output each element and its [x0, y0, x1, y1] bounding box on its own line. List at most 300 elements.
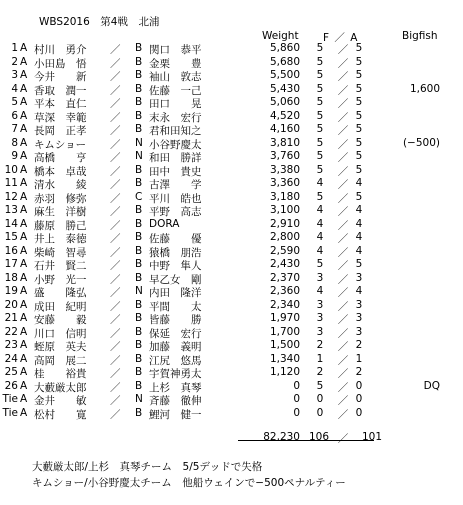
alive-count-cell: 0 [355, 406, 363, 419]
angler-a-name: 安藤 毅 [34, 314, 87, 326]
fish-count-cell: 4 [316, 217, 324, 230]
fa-separator: ／ [337, 354, 349, 367]
rank-cell: 22 [4, 325, 18, 338]
angler-b-name: 金栗 豊 [149, 57, 202, 70]
rank-cell: 20 [4, 298, 18, 311]
table-row [0, 245, 463, 258]
header-bigfish: Bigfish [402, 30, 438, 42]
angler-a-name: 盛 隆弘 [34, 287, 87, 299]
rank-cell: Tie [2, 406, 18, 419]
name-separator: ／ [110, 354, 121, 367]
alive-count-cell: 5 [355, 150, 363, 162]
table-row [0, 339, 463, 352]
team-b-label: B [135, 42, 143, 54]
team-b-label: B [135, 109, 143, 122]
rank-cell: 8 [11, 136, 18, 149]
fa-separator: ／ [337, 84, 349, 97]
team-b-label: B [135, 204, 143, 216]
alive-count-cell: 2 [355, 339, 363, 351]
fa-separator: ／ [337, 381, 349, 394]
team-b-label: B [135, 352, 143, 365]
fa-separator: ／ [337, 192, 349, 205]
fa-separator: ／ [337, 165, 349, 178]
angler-a-name: 橋本 卓哉 [34, 165, 87, 178]
team-a-label: A [20, 406, 28, 419]
fa-separator: ／ [337, 395, 349, 407]
table-row [0, 177, 463, 190]
fish-count-cell: 5 [316, 42, 324, 54]
rank-cell: 25 [4, 366, 18, 378]
fa-separator: ／ [337, 111, 349, 124]
angler-a-name: 松村 寛 [34, 408, 87, 421]
angler-a-name: 草深 幸範 [34, 111, 87, 124]
alive-count-cell: 5 [355, 55, 363, 68]
header-weight: Weight [262, 30, 299, 42]
angler-b-name: 小谷野慶太 [149, 138, 202, 151]
note-line-2: キムショー/小谷野慶太チーム 他船ウェインで−500ペナルティー [32, 477, 346, 489]
angler-b-name: 宇賀神勇太 [149, 368, 202, 380]
rank-cell: 3 [11, 69, 18, 81]
alive-count-cell: 0 [355, 379, 363, 392]
rank-cell: Tie [2, 393, 18, 405]
angler-b-name: 関口 恭平 [149, 44, 202, 56]
table-row [0, 56, 463, 69]
weight-cell: 1,700 [269, 325, 300, 338]
team-a-label: A [20, 55, 28, 68]
table-row [0, 258, 463, 271]
angler-a-name: 小田島 悟 [34, 57, 87, 70]
angler-a-name: 清水 綾 [34, 179, 87, 191]
angler-b-name: 平川 皓也 [149, 192, 202, 205]
name-separator: ／ [110, 368, 121, 380]
team-a-label: A [20, 366, 28, 378]
weight-cell: 2,360 [269, 285, 300, 297]
alive-count-cell: 5 [355, 109, 363, 122]
alive-count-cell: 5 [355, 82, 363, 95]
team-a-label: A [20, 312, 28, 324]
weight-cell: 5,430 [269, 82, 300, 95]
table-row [0, 218, 463, 231]
table-row [0, 164, 463, 177]
rank-cell: 10 [4, 163, 18, 176]
weight-cell: 0 [293, 379, 300, 392]
name-separator: ／ [110, 125, 121, 137]
fish-count-cell: 2 [316, 366, 324, 378]
name-separator: ／ [110, 381, 121, 394]
team-a-label: A [20, 244, 28, 257]
fa-separator: ／ [337, 327, 349, 340]
angler-b-name: 田口 晃 [149, 98, 202, 110]
team-a-label: A [20, 190, 28, 203]
angler-a-name: 藤原 勝己 [34, 219, 87, 232]
angler-a-name: 柴崎 智尋 [34, 246, 87, 259]
angler-b-name: 佐藤 一己 [149, 84, 202, 97]
alive-count-cell: 5 [355, 96, 363, 108]
note-line-1: 大藪厳太郎/上杉 真琴チーム 5/5デッドで失格 [32, 461, 263, 473]
weight-cell: 2,800 [269, 231, 300, 243]
weight-cell: 2,590 [269, 244, 300, 257]
team-a-label: A [20, 352, 28, 365]
name-separator: ／ [110, 327, 121, 340]
name-separator: ／ [110, 260, 121, 272]
rank-cell: 6 [11, 109, 18, 122]
table-row [0, 326, 463, 339]
name-separator: ／ [110, 44, 121, 56]
fish-count-cell: 3 [316, 312, 324, 324]
name-separator: ／ [110, 71, 121, 83]
team-b-label: B [135, 217, 143, 230]
fa-separator: ／ [337, 71, 349, 83]
rank-cell: 19 [4, 285, 18, 297]
fish-count-cell: 3 [316, 271, 324, 284]
fa-separator: ／ [337, 408, 349, 421]
fish-count-cell: 5 [316, 379, 324, 392]
alive-count-cell: 3 [355, 298, 363, 311]
team-a-label: A [20, 379, 28, 392]
total-weight: 82,230 [263, 431, 300, 443]
rank-cell: 9 [11, 150, 18, 162]
team-a-label: A [20, 82, 28, 95]
team-a-label: A [20, 69, 28, 81]
angler-a-name: 蛭原 英夫 [34, 341, 87, 353]
angler-b-name: 早乙女 剛 [149, 273, 202, 286]
fish-count-cell: 5 [316, 55, 324, 68]
table-row [0, 380, 463, 393]
header-fa: F ／ A [323, 32, 359, 44]
weight-cell: 5,500 [269, 69, 300, 81]
team-a-label: A [20, 204, 28, 216]
rank-cell: 26 [4, 379, 18, 392]
angler-a-name: キムショー [34, 138, 87, 151]
name-separator: ／ [110, 152, 121, 164]
angler-a-name: 平本 直仁 [34, 98, 87, 110]
name-separator: ／ [110, 341, 121, 353]
fish-count-cell: 5 [316, 136, 324, 149]
angler-a-name: 小野 光一 [34, 273, 87, 286]
table-row [0, 83, 463, 96]
rank-cell: 16 [4, 244, 18, 257]
weight-cell: 1,970 [269, 312, 300, 324]
table-row [0, 123, 463, 136]
fa-separator: ／ [337, 138, 349, 151]
fa-separator: ／ [337, 260, 349, 272]
team-b-label: B [135, 379, 143, 392]
weight-cell: 4,520 [269, 109, 300, 122]
alive-count-cell: 4 [355, 244, 363, 257]
team-a-label: A [20, 325, 28, 338]
fa-separator: ／ [337, 287, 349, 299]
angler-b-name: 江尻 悠馬 [149, 354, 202, 367]
bigfish-cell: DQ [423, 379, 440, 392]
name-separator: ／ [110, 179, 121, 191]
rank-cell: 23 [4, 339, 18, 351]
angler-b-name: 君和田知之 [149, 125, 202, 137]
team-b-label: N [135, 150, 143, 162]
table-row [0, 285, 463, 298]
table-row [0, 150, 463, 163]
fa-separator: ／ [337, 152, 349, 164]
table-row [0, 69, 463, 82]
rank-cell: 7 [11, 123, 18, 135]
angler-b-name: 加藤 義明 [149, 341, 202, 353]
rank-cell: 12 [4, 190, 18, 203]
angler-b-name: 田中 貴史 [149, 165, 202, 178]
fa-separator: ／ [337, 314, 349, 326]
table-row [0, 353, 463, 366]
table-row [0, 407, 463, 420]
rank-cell: 18 [4, 271, 18, 284]
fa-separator: ／ [337, 44, 349, 56]
fa-separator: ／ [337, 125, 349, 137]
alive-count-cell: 5 [355, 42, 363, 54]
fish-count-cell: 5 [316, 258, 324, 270]
alive-count-cell: 4 [355, 217, 363, 230]
table-row [0, 137, 463, 150]
angler-a-name: 今井 新 [34, 71, 87, 83]
angler-b-name: 袖山 敦志 [149, 71, 202, 83]
total-f: 106 [308, 431, 330, 443]
angler-a-name: 成田 紀明 [34, 300, 87, 313]
angler-a-name: 高橋 亨 [34, 152, 87, 164]
name-separator: ／ [110, 206, 121, 218]
name-separator: ／ [110, 300, 121, 313]
angler-b-name: 平野 高志 [149, 206, 202, 218]
team-b-label: B [135, 244, 143, 257]
angler-a-name: 井上 泰徳 [34, 233, 87, 245]
team-b-label: B [135, 123, 143, 135]
fa-separator: ／ [337, 233, 349, 245]
team-b-label: C [135, 190, 143, 203]
angler-a-name: 村川 勇介 [34, 44, 87, 56]
team-a-label: A [20, 136, 28, 149]
weight-cell: 3,180 [269, 190, 300, 203]
team-b-label: B [135, 366, 143, 378]
name-separator: ／ [110, 165, 121, 178]
angler-a-name: 長岡 正孝 [34, 125, 87, 137]
angler-a-name: 石井 賢二 [34, 260, 87, 272]
fish-count-cell: 5 [316, 82, 324, 95]
name-separator: ／ [110, 395, 121, 407]
angler-b-name: 上杉 真琴 [149, 381, 202, 394]
team-b-label: B [135, 163, 143, 176]
name-separator: ／ [110, 57, 121, 70]
team-a-label: A [20, 150, 28, 162]
table-row [0, 366, 463, 379]
weight-cell: 2,910 [269, 217, 300, 230]
table-row [0, 272, 463, 285]
weight-cell: 1,120 [269, 366, 300, 378]
fish-count-cell: 0 [316, 406, 324, 419]
fa-separator: ／ [337, 98, 349, 110]
alive-count-cell: 4 [355, 231, 363, 243]
fa-separator: ／ [337, 368, 349, 380]
fish-count-cell: 3 [316, 298, 324, 311]
table-row [0, 231, 463, 244]
team-b-label: B [135, 406, 143, 419]
fish-count-cell: 4 [316, 285, 324, 297]
weight-cell: 3,380 [269, 163, 300, 176]
weight-cell: 0 [293, 406, 300, 419]
angler-b-name: 古澤 学 [149, 179, 202, 191]
rank-cell: 11 [4, 177, 18, 189]
name-separator: ／ [110, 233, 121, 245]
angler-b-name: 皆藤 勝 [149, 314, 202, 326]
fish-count-cell: 0 [316, 393, 324, 405]
team-a-label: A [20, 285, 28, 297]
table-row [0, 191, 463, 204]
fa-separator: ／ [337, 341, 349, 353]
team-a-label: A [20, 258, 28, 270]
fa-separator: ／ [337, 300, 349, 313]
angler-a-name: 桂 裕貴 [34, 368, 87, 380]
fish-count-cell: 5 [316, 69, 324, 81]
fish-count-cell: 5 [316, 163, 324, 176]
fish-count-cell: 4 [316, 231, 324, 243]
alive-count-cell: 5 [355, 190, 363, 203]
angler-a-name: 川口 信明 [34, 327, 87, 340]
angler-a-name: 金井 敏 [34, 395, 87, 407]
fish-count-cell: 5 [316, 109, 324, 122]
name-separator: ／ [110, 98, 121, 110]
team-a-label: A [20, 42, 28, 54]
weight-cell: 2,370 [269, 271, 300, 284]
angler-a-name: 麻生 洋樹 [34, 206, 87, 218]
name-separator: ／ [110, 111, 121, 124]
rank-cell: 13 [4, 204, 18, 216]
team-b-label: B [135, 177, 143, 189]
rank-cell: 5 [11, 96, 18, 108]
name-separator: ／ [110, 287, 121, 299]
alive-count-cell: 4 [355, 285, 363, 297]
team-a-label: A [20, 109, 28, 122]
alive-count-cell: 2 [355, 366, 363, 378]
angler-a-name: 香取 潤一 [34, 84, 87, 97]
name-separator: ／ [110, 246, 121, 259]
name-separator: ／ [110, 84, 121, 97]
fish-count-cell: 3 [316, 325, 324, 338]
team-b-label: B [135, 82, 143, 95]
angler-b-name: 佐藤 優 [149, 233, 202, 245]
name-separator: ／ [110, 408, 121, 421]
team-a-label: A [20, 339, 28, 351]
rank-cell: 17 [4, 258, 18, 270]
alive-count-cell: 4 [355, 177, 363, 189]
angler-b-name: 猿橋 朋浩 [149, 246, 202, 259]
angler-b-name: 内田 隆洋 [149, 287, 202, 299]
weight-cell: 5,060 [269, 96, 300, 108]
rank-cell: 1 [11, 42, 18, 54]
team-b-label: B [135, 271, 143, 284]
rank-cell: 24 [4, 352, 18, 365]
rank-cell: 2 [11, 55, 18, 68]
fish-count-cell: 4 [316, 177, 324, 189]
total-sep: ／ [337, 433, 349, 445]
angler-b-name: DORA [149, 217, 180, 230]
alive-count-cell: 5 [355, 123, 363, 135]
name-separator: ／ [110, 314, 121, 326]
team-a-label: A [20, 271, 28, 284]
rank-cell: 21 [4, 312, 18, 324]
team-b-label: B [135, 339, 143, 351]
fish-count-cell: 1 [316, 352, 324, 365]
name-separator: ／ [110, 219, 121, 232]
fa-separator: ／ [337, 219, 349, 232]
team-b-label: B [135, 69, 143, 81]
table-row [0, 96, 463, 109]
fish-count-cell: 5 [316, 96, 324, 108]
team-a-label: A [20, 177, 28, 189]
angler-b-name: 末永 宏行 [149, 111, 202, 124]
weight-cell: 4,160 [269, 123, 300, 135]
alive-count-cell: 5 [355, 258, 363, 270]
rank-cell: 14 [4, 217, 18, 230]
fish-count-cell: 5 [316, 150, 324, 162]
fish-count-cell: 4 [316, 244, 324, 257]
table-row [0, 42, 463, 55]
team-a-label: A [20, 298, 28, 311]
fish-count-cell: 5 [316, 190, 324, 203]
alive-count-cell: 3 [355, 271, 363, 284]
fish-count-cell: 5 [316, 123, 324, 135]
weight-cell: 1,340 [269, 352, 300, 365]
angler-b-name: 保延 宏行 [149, 327, 202, 340]
team-a-label: A [20, 123, 28, 135]
alive-count-cell: 1 [355, 352, 363, 365]
weight-cell: 2,430 [269, 258, 300, 270]
alive-count-cell: 5 [355, 69, 363, 81]
bigfish-cell: 1,600 [409, 82, 440, 95]
alive-count-cell: 0 [355, 393, 363, 405]
team-b-label: B [135, 258, 143, 270]
team-a-label: A [20, 96, 28, 108]
fa-separator: ／ [337, 179, 349, 191]
alive-count-cell: 5 [355, 163, 363, 176]
fish-count-cell: 4 [316, 204, 324, 216]
team-a-label: A [20, 163, 28, 176]
rank-cell: 4 [11, 82, 18, 95]
table-row [0, 299, 463, 312]
weight-cell: 1,500 [269, 339, 300, 351]
weight-cell: 3,760 [269, 150, 300, 162]
team-b-label: B [135, 312, 143, 324]
name-separator: ／ [110, 138, 121, 151]
alive-count-cell: 4 [355, 204, 363, 216]
name-separator: ／ [110, 192, 121, 205]
team-b-label: B [135, 96, 143, 108]
fa-separator: ／ [337, 273, 349, 286]
team-a-label: A [20, 217, 28, 230]
angler-b-name: 斉藤 徹伸 [149, 395, 202, 407]
fa-separator: ／ [337, 206, 349, 218]
table-row [0, 110, 463, 123]
angler-b-name: 平間 太 [149, 300, 202, 313]
rank-cell: 15 [4, 231, 18, 243]
team-b-label: N [135, 136, 143, 149]
team-a-label: A [20, 231, 28, 243]
bigfish-cell: (−500) [402, 136, 440, 149]
team-b-label: B [135, 298, 143, 311]
angler-a-name: 高岡 展二 [34, 354, 87, 367]
table-row [0, 312, 463, 325]
fa-separator: ／ [337, 246, 349, 259]
angler-b-name: 和田 勝詳 [149, 152, 202, 164]
fish-count-cell: 2 [316, 339, 324, 351]
weight-cell: 5,860 [269, 42, 300, 54]
weight-cell: 0 [293, 393, 300, 405]
table-row [0, 393, 463, 406]
weight-cell: 3,360 [269, 177, 300, 189]
team-b-label: B [135, 325, 143, 338]
